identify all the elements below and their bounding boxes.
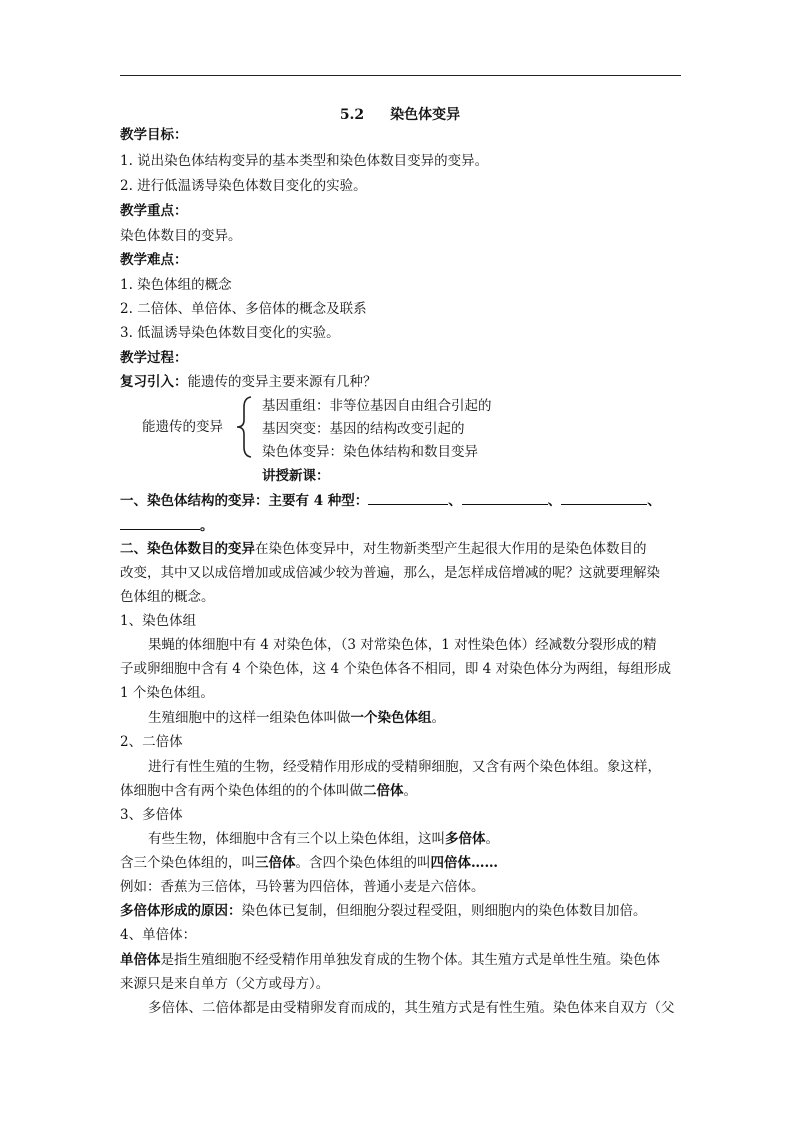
fill-blank	[561, 491, 647, 505]
paragraph-line	[120, 902, 647, 920]
paragraph-line: 例如：香蕉为三倍体，马铃薯为四倍体，普通小麦是六倍体。	[120, 879, 485, 895]
section2-text: 色体组的概念。	[120, 589, 215, 605]
key-points-heading: 教学重点：	[120, 203, 188, 219]
text-span: 体细胞中含有两个染色体组的的个体叫做	[120, 783, 363, 799]
key-points-text: 染色体数目的变异。	[120, 228, 242, 244]
review-label: 复习引入：	[120, 374, 188, 390]
section1-end: 。	[200, 518, 214, 534]
separator: 、	[647, 493, 661, 509]
goal-item: 2. 进行低温诱导染色体数目变化的实验。	[120, 178, 367, 194]
bold-term: 多倍体形成的原因：	[120, 903, 242, 919]
difficulty-item: 1. 染色体组的概念	[120, 277, 232, 293]
section2-text: 在染色体变异中，对生物新类型产生起很大作用的是染色体数目的	[255, 541, 647, 557]
section-number: 5.2	[339, 107, 365, 123]
bold-term: 多倍体	[445, 831, 486, 847]
process-heading: 教学过程：	[120, 350, 188, 366]
paragraph-line	[120, 854, 498, 872]
bold-term: 一个染色体组	[350, 710, 432, 726]
difficulties-heading: 教学难点：	[120, 252, 188, 268]
text-span: 。	[431, 710, 445, 726]
paragraph-line: 子或卵细胞中含有 4 个染色体，这 4 个染色体各不相同，即 4 对染色体分为两组，每组形成	[120, 661, 672, 677]
text-span: 含三个染色体组的，叫	[120, 855, 255, 871]
section2-heading: 二、染色体数目的变异	[120, 541, 255, 557]
text-span: 生殖细胞中的这样一组染色体叫做	[148, 710, 351, 726]
paragraph-line	[120, 951, 660, 969]
bold-term: 四倍体……	[430, 855, 498, 871]
text-span: 。	[485, 831, 499, 847]
page-title	[0, 104, 800, 124]
paragraph-line	[148, 830, 499, 848]
subsection-heading: 1、染色体组	[120, 613, 197, 629]
bold-term: 三倍体	[255, 855, 296, 871]
section1-line	[120, 491, 661, 510]
subsection-heading: 4、单倍体：	[120, 927, 197, 943]
bold-term: 单倍体	[120, 952, 161, 968]
variation-type: 染色体变异：染色体结构和数目变异	[262, 444, 478, 460]
section1-line2	[120, 516, 214, 535]
text-span: 。含四个染色体组的叫	[295, 855, 431, 871]
subsection-heading: 2、二倍体	[120, 734, 183, 750]
section2-line	[120, 540, 647, 558]
difficulty-item: 2. 二倍体、单倍体、多倍体的概念及联系	[120, 301, 367, 317]
paragraph-line: 1 个染色体组。	[120, 685, 214, 701]
separator: 、	[448, 493, 462, 509]
text-span: 是指生殖细胞不经受精作用单独发育成的生物个体。其生殖方式是单性生殖。染色体	[160, 952, 660, 968]
bold-term: 二倍体	[363, 783, 404, 799]
goal-item: 1. 说出染色体结构变异的基本类型和染色体数目变异的变异。	[120, 153, 489, 169]
text-span: 。	[403, 783, 417, 799]
paragraph-line: 果蝇的体细胞中有 4 对染色体，（3 对常染色体，1 对性染色体）经减数分裂形成的精	[148, 637, 657, 653]
brace-label: 能遗传的变异	[142, 419, 223, 435]
variation-type: 基因突变：基因的结构改变引起的	[262, 421, 465, 437]
paragraph-line: 来源只是来自单方（父方或母方）。	[120, 976, 330, 992]
fill-blank	[368, 491, 448, 505]
paragraph-line: 进行有性生殖的生物，经受精作用形成的受精卵细胞，又含有两个染色体组。象这样，	[148, 759, 661, 775]
new-lesson-heading: 讲授新课：	[262, 468, 330, 484]
paragraph-line: 多倍体、二倍体都是由受精卵发育而成的，其生殖方式是有性生殖。染色体来自双方（父	[148, 1000, 675, 1016]
separator: 、	[547, 493, 562, 509]
title-text: 染色体变异	[390, 107, 461, 123]
header-rule	[120, 75, 681, 76]
fill-blank	[462, 491, 548, 505]
difficulty-item: 3. 低温诱导染色体数目变化的实验。	[120, 325, 340, 341]
review-question: 能遗传的变异主要来源有几种？	[187, 374, 377, 390]
paragraph-line	[148, 709, 445, 727]
paragraph-line	[120, 782, 417, 800]
section2-text: 改变，其中又以成倍增加或成倍减少较为普遍，那么，是怎样成倍增减的呢？这就要理解染	[120, 565, 660, 581]
curly-brace-icon	[234, 395, 256, 459]
text-span: 有些生物，体细胞中含有三个以上染色体组，这叫	[148, 831, 445, 847]
fill-blank	[120, 516, 200, 530]
variation-type: 基因重组：非等位基因自由组合引起的	[262, 398, 492, 414]
goals-heading: 教学目标：	[120, 127, 188, 143]
subsection-heading: 3、多倍体	[120, 807, 183, 823]
section1-text: 一、染色体结构的变异：主要有 4 种型：	[120, 493, 369, 509]
review-line	[120, 373, 377, 391]
text-span: 染色体已复制，但细胞分裂过程受阻，则细胞内的染色体数目加倍。	[241, 903, 647, 919]
